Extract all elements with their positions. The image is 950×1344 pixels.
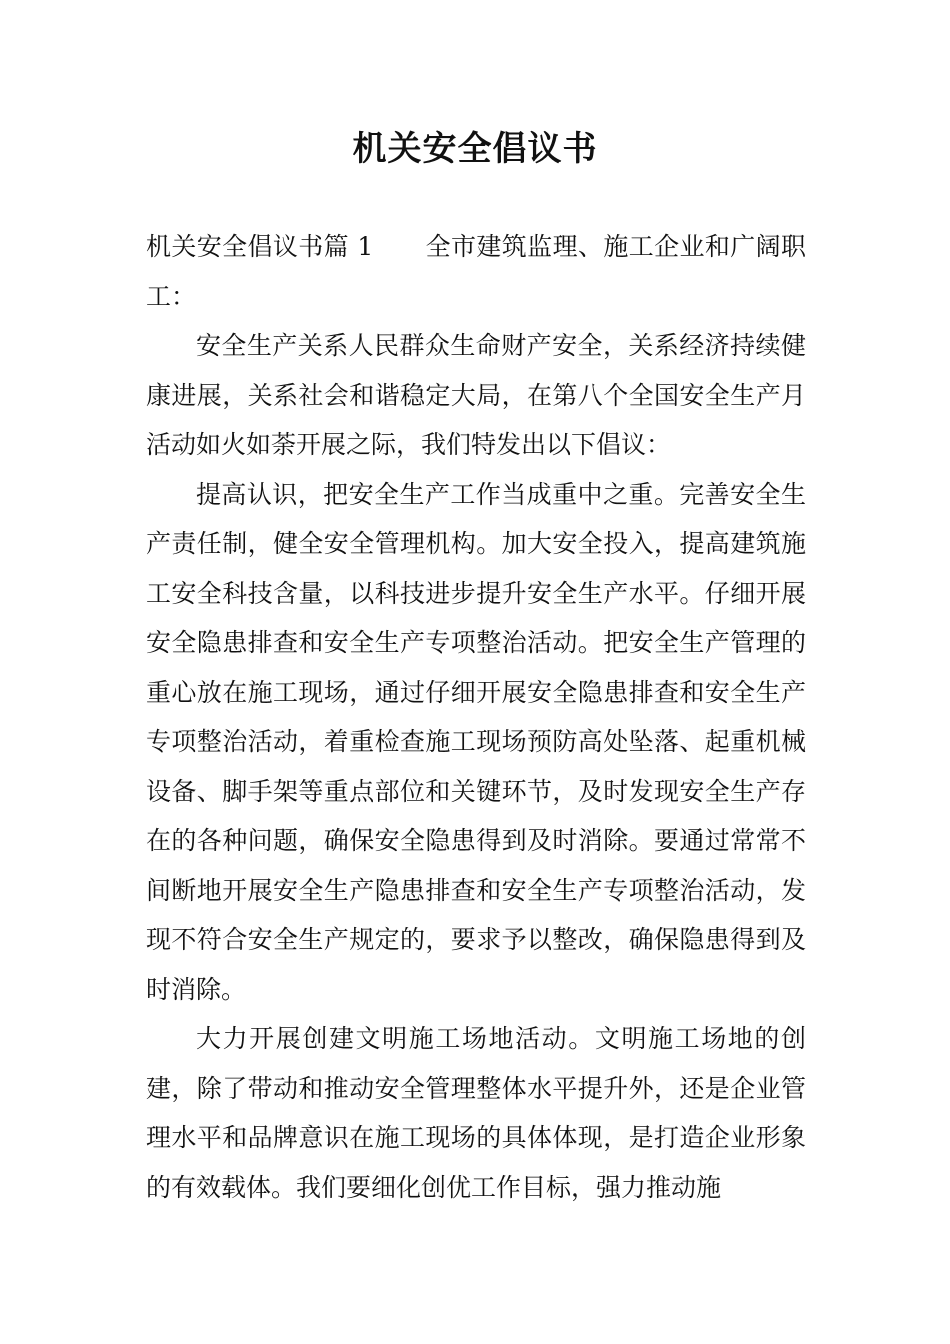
- body-paragraph-2: 提高认识，把安全生产工作当成重中之重。完善安全生产责任制，健全安全管理机构。加大安全投入，提高建筑施工安全科技含量，以科技进步提升安全生产水平。仔细开展安全隐患排查和安全生产专项整治活动。把安全生产管理的重心放在施工现场，通过仔细开展安全隐患排查和安全生产专项整治活动，着重检查施工现场预防高处坠落、起重机械设备、脚手架等重点部位和关键环节，及时发现安全生产存在的各种问题，确保安全隐患得到及时消除。要通过常常不间断地开展安全生产隐患排查和安全生产专项整治活动，发现不符合安全生产规定的，要求予以整改，确保隐患得到及时消除。: [146, 479, 806, 1004]
- opening-salutation: 全市建筑监理、施工企业和广阔职工：: [146, 232, 806, 311]
- document-title: 机关安全倡议书: [352, 129, 598, 169]
- document-body: [146, 222, 806, 1212]
- opening-paragraph: [146, 222, 806, 321]
- body-paragraph-1: 安全生产关系人民群众生命财产安全，关系经济持续健康进展，关系社会和谐稳定大局，在第八个全国安全生产月活动如火如荼开展之际，我们特发出以下倡议：: [146, 331, 806, 459]
- body-paragraph-3: 大力开展创建文明施工场地活动。文明施工场地的创建，除了带动和推动安全管理整体水平提升外，还是企业管理水平和品牌意识在施工现场的具体体现，是打造企业形象的有效载体。我们要细化创优工作目标，强力推动施: [146, 1024, 806, 1202]
- opening-heading: 机关安全倡议书篇 1: [146, 232, 374, 261]
